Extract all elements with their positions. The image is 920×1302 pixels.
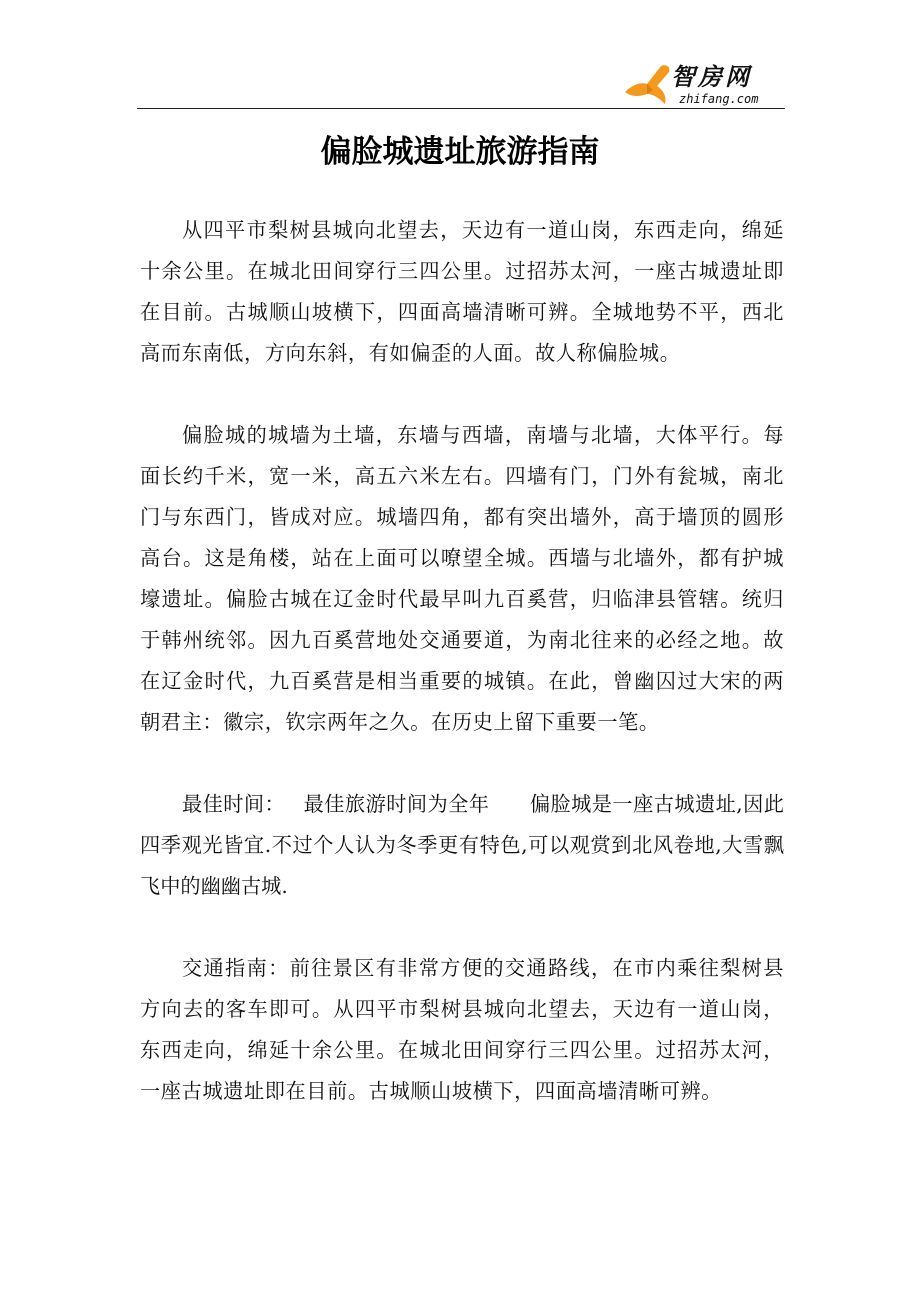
logo-domain-text: zhifang.com [679,92,759,106]
bird-logo-icon [623,62,675,108]
site-logo[interactable] [623,60,783,110]
paragraph-history: 偏脸城的城墙为土墙，东墙与西墙，南墙与北墙，大体平行。每面长约千米，宽一米，高五六米左右。四墙有门，门外有瓮城，南北门与东西门，皆成对应。城墙四角，都有突出墙外，高于墙顶的圆形高台。这是角楼，站在上面可以嘹望全城。西墙与北墙外，都有护城壕遗址。偏脸古城在辽金时代最早叫九百奚营，归临津县管辖。统归于韩州统邻。因九百奚营地处交通要道，为南北往来的必经之地。故在辽金时代，九百奚营是相当重要的城镇。在此，曾幽囚过大宋的两朝君主：徽宗，钦宗两年之久。在历史上留下重要一笔。 [140,423,784,734]
paragraph-transport: 交通指南：前往景区有非常方便的交通路线，在市内乘往梨树县方向去的客车即可。从四平市梨树县城向北望去，天边有一道山岗，东西走向，绵延十余公里。在城北田间穿行三四公里。过招苏太河，一座古城遗址即在目前。古城顺山坡横下，四面高墙清晰可辨。 [140,956,784,1103]
page-title: 偏脸城遗址旅游指南 [320,134,600,170]
best-time-text: 偏脸城是一座古城遗址,因此四季观光皆宜.不过个人认为冬季更有特色,可以观赏到北风卷地,大雪飘飞中的幽幽古城. [140,792,784,898]
page-header [137,60,785,112]
paragraph-best-time [140,784,784,907]
best-time-value: 最佳旅游时间为全年 [303,792,490,816]
logo-chinese-text: 智房网 [671,63,752,91]
paragraph-intro: 从四平市梨树县城向北望去，天边有一道山岗，东西走向，绵延十余公里。在城北田间穿行三四公里。过招苏太河，一座古城遗址即在目前。古城顺山坡横下，四面高墙清晰可辨。全城地势不平，西北高而东南低，方向东斜，有如偏歪的人面。故人称偏脸城。 [140,218,784,365]
document-body [140,210,784,1153]
best-time-label: 最佳时间： [182,792,286,816]
header-divider [137,108,785,109]
